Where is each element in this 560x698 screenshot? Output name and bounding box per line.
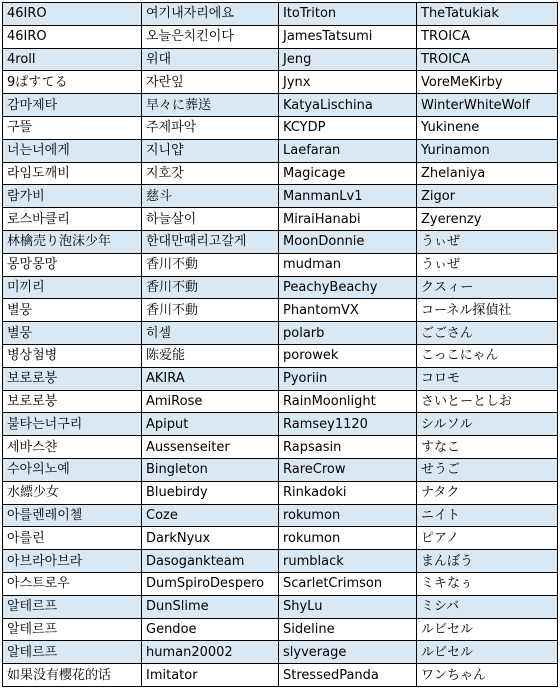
table-cell: ScarletCrimson xyxy=(279,572,417,595)
table-cell: 한대만때리고갈게 xyxy=(142,230,279,253)
table-cell: Apiput xyxy=(142,413,279,436)
table-cell: 너는너에게 xyxy=(3,139,142,162)
table-cell: PeachyBeachy xyxy=(279,276,417,299)
table-cell: porowek xyxy=(279,344,417,367)
table-cell: 오늘은치킨이다 xyxy=(142,25,279,48)
table-cell: AmiRose xyxy=(142,390,279,413)
table-cell: 지니얍 xyxy=(142,139,279,162)
table-row xyxy=(3,641,558,664)
table-cell: 알테르프 xyxy=(3,641,142,664)
table-row xyxy=(3,48,558,71)
table-row xyxy=(3,116,558,139)
table-cell: MoonDonnie xyxy=(279,230,417,253)
table-cell: ManmanLv1 xyxy=(279,185,417,208)
table-cell: せうご xyxy=(417,458,558,481)
table-cell: RareCrow xyxy=(279,458,417,481)
table-row xyxy=(3,25,558,48)
table-cell: TheTatukiak xyxy=(417,3,558,26)
table-cell: 여기내자리에요 xyxy=(142,3,279,26)
table-cell: 몽망몽망 xyxy=(3,253,142,276)
table-cell: PhantomVX xyxy=(279,299,417,322)
table-cell: StressedPanda xyxy=(279,664,417,687)
table-cell: 早々に葬送 xyxy=(142,94,279,117)
table-row xyxy=(3,595,558,618)
table-cell: TROICA xyxy=(417,48,558,71)
table-cell: うぃぜ xyxy=(417,230,558,253)
table-cell: Sideline xyxy=(279,618,417,641)
table-cell: うぃぜ xyxy=(417,253,558,276)
table-row xyxy=(3,276,558,299)
table-row xyxy=(3,322,558,345)
table-cell: 46IRO xyxy=(3,25,142,48)
table-cell: 별뭉 xyxy=(3,299,142,322)
table-cell: 如果没有樱花的话 xyxy=(3,664,142,687)
table-cell: シルソル xyxy=(417,413,558,436)
table-cell: 알테르프 xyxy=(3,595,142,618)
table-cell: Rinkadoki xyxy=(279,481,417,504)
table-cell: Jynx xyxy=(279,71,417,94)
table-row xyxy=(3,504,558,527)
table-row xyxy=(3,481,558,504)
table-cell: slyverage xyxy=(279,641,417,664)
table-body xyxy=(3,3,558,687)
table-cell: 보로로붕 xyxy=(3,367,142,390)
table-cell: 병상첨병 xyxy=(3,344,142,367)
table-cell: Zigor xyxy=(417,185,558,208)
table-cell: 감마제타 xyxy=(3,94,142,117)
table-cell: Pyoriin xyxy=(279,367,417,390)
table-cell: ニイト xyxy=(417,504,558,527)
table-cell: 위대 xyxy=(142,48,279,71)
table-cell: Yukinene xyxy=(417,116,558,139)
table-cell: 구뜰 xyxy=(3,116,142,139)
table-cell: AKIRA xyxy=(142,367,279,390)
table-cell: 아브라아브라 xyxy=(3,550,142,573)
table-row xyxy=(3,230,558,253)
table-row xyxy=(3,367,558,390)
table-cell: 하늘살이 xyxy=(142,208,279,231)
table-cell: Gendoe xyxy=(142,618,279,641)
table-row xyxy=(3,299,558,322)
table-cell: 로스바클리 xyxy=(3,208,142,231)
table-cell: クスィー xyxy=(417,276,558,299)
table-cell: 慈斗 xyxy=(142,185,279,208)
table-row xyxy=(3,550,558,573)
table-cell: KCYDP xyxy=(279,116,417,139)
table-row xyxy=(3,618,558,641)
table-cell: 라임도깨비 xyxy=(3,162,142,185)
table-cell: 香川不動 xyxy=(142,299,279,322)
table-row xyxy=(3,208,558,231)
table-cell: 수아의노예 xyxy=(3,458,142,481)
table-cell: Rapsasin xyxy=(279,436,417,459)
table-cell: Imitator xyxy=(142,664,279,687)
table-cell: WinterWhiteWolf xyxy=(417,94,558,117)
table-row xyxy=(3,139,558,162)
table-cell: 林檎売り泡沫少年 xyxy=(3,230,142,253)
table-cell: Bingleton xyxy=(142,458,279,481)
table-cell: 46IRO xyxy=(3,3,142,26)
name-list-table-wrapper xyxy=(2,2,558,687)
table-cell: Dasogankteam xyxy=(142,550,279,573)
table-cell: 水縹少女 xyxy=(3,481,142,504)
table-cell: Ramsey1120 xyxy=(279,413,417,436)
table-cell: まんぼう xyxy=(417,550,558,573)
table-row xyxy=(3,162,558,185)
table-cell: RainMoonlight xyxy=(279,390,417,413)
table-cell: rokumon xyxy=(279,504,417,527)
table-row xyxy=(3,94,558,117)
table-cell: Bluebirdy xyxy=(142,481,279,504)
name-list-table xyxy=(2,2,558,687)
table-cell: 세바스챤 xyxy=(3,436,142,459)
table-row xyxy=(3,71,558,94)
table-cell: ピアノ xyxy=(417,527,558,550)
table-row xyxy=(3,390,558,413)
table-cell: こっこにゃん xyxy=(417,344,558,367)
table-cell: ShyLu xyxy=(279,595,417,618)
table-row xyxy=(3,3,558,26)
table-cell: ミシバ xyxy=(417,595,558,618)
table-cell: コーネル探偵社 xyxy=(417,299,558,322)
table-cell: mudman xyxy=(279,253,417,276)
table-cell: Coze xyxy=(142,504,279,527)
table-cell: rumblack xyxy=(279,550,417,573)
table-cell: 香川不動 xyxy=(142,253,279,276)
table-cell: 미끼리 xyxy=(3,276,142,299)
table-cell: Yurinamon xyxy=(417,139,558,162)
table-cell: DumSpiroDespero xyxy=(142,572,279,595)
table-cell: 아를린 xyxy=(3,527,142,550)
table-row xyxy=(3,413,558,436)
table-cell: JamesTatsumi xyxy=(279,25,417,48)
table-cell: ミキなぅ xyxy=(417,572,558,595)
table-cell: Magicage xyxy=(279,162,417,185)
table-cell: 보로로붕 xyxy=(3,390,142,413)
table-cell: rokumon xyxy=(279,527,417,550)
table-cell: 陈爱能 xyxy=(142,344,279,367)
table-cell: DunSlime xyxy=(142,595,279,618)
table-cell: さいとーとしお xyxy=(417,390,558,413)
table-cell: Zyerenzy xyxy=(417,208,558,231)
table-cell: 람가비 xyxy=(3,185,142,208)
table-cell: ルビセル xyxy=(417,641,558,664)
table-cell: 알테르프 xyxy=(3,618,142,641)
table-cell: 아스트로우 xyxy=(3,572,142,595)
table-cell: human20002 xyxy=(142,641,279,664)
table-cell: 주제파악 xyxy=(142,116,279,139)
table-cell: 불타는너구리 xyxy=(3,413,142,436)
table-cell: ルビセル xyxy=(417,618,558,641)
table-cell: 지호갓 xyxy=(142,162,279,185)
table-row xyxy=(3,572,558,595)
table-cell: Zhelaniya xyxy=(417,162,558,185)
table-cell: 9ぱすてる xyxy=(3,71,142,94)
table-cell: MiraiHanabi xyxy=(279,208,417,231)
table-row xyxy=(3,458,558,481)
table-row xyxy=(3,527,558,550)
table-cell: 별뭉 xyxy=(3,322,142,345)
table-cell: コロモ xyxy=(417,367,558,390)
table-cell: 아를렌레이첼 xyxy=(3,504,142,527)
table-cell: Jeng xyxy=(279,48,417,71)
table-cell: KatyaLischina xyxy=(279,94,417,117)
table-cell: VoreMeKirby xyxy=(417,71,558,94)
table-row xyxy=(3,344,558,367)
table-cell: DarkNyux xyxy=(142,527,279,550)
table-cell: すなこ xyxy=(417,436,558,459)
table-cell: Aussenseiter xyxy=(142,436,279,459)
table-cell: 자란잎 xyxy=(142,71,279,94)
table-cell: ワンちゃん xyxy=(417,664,558,687)
table-cell: ItoTriton xyxy=(279,3,417,26)
table-row xyxy=(3,436,558,459)
table-cell: polarb xyxy=(279,322,417,345)
table-cell: TROICA xyxy=(417,25,558,48)
table-cell: 히셀 xyxy=(142,322,279,345)
table-cell: 香川不動 xyxy=(142,276,279,299)
table-row xyxy=(3,664,558,687)
table-cell: ナタク xyxy=(417,481,558,504)
table-row xyxy=(3,185,558,208)
table-row xyxy=(3,253,558,276)
table-cell: Laefaran xyxy=(279,139,417,162)
table-cell: ごごさん xyxy=(417,322,558,345)
table-cell: 4roll xyxy=(3,48,142,71)
